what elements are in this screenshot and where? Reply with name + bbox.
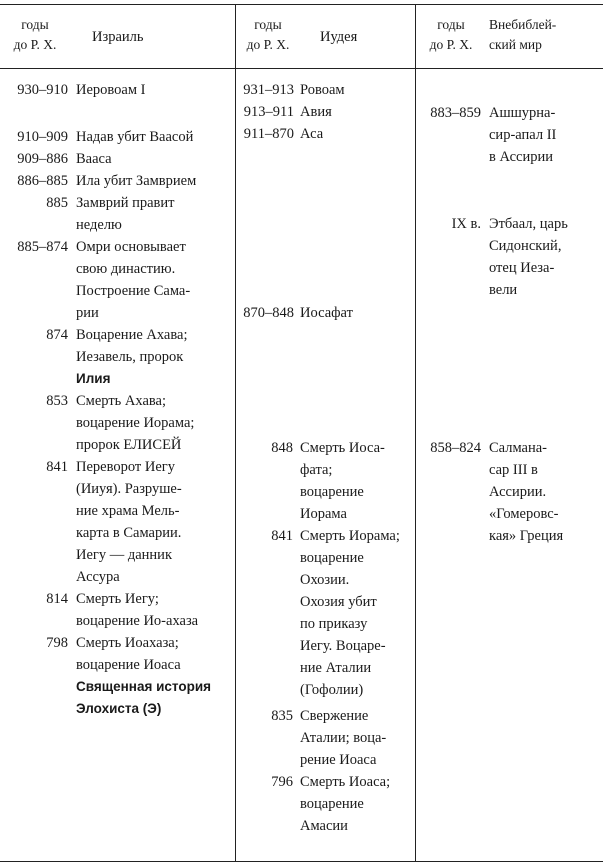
israel-event-line: воцарение Ио-ахаза [76, 613, 199, 629]
world-year: 858–824 [430, 440, 481, 456]
header-years-label-world-line2: до Р. Х. [429, 37, 473, 52]
israel-year: 874 [46, 327, 68, 343]
israel-event-line: воцарение Иоаса [76, 657, 181, 673]
israel-year: 910–909 [17, 129, 68, 145]
judah-event-line: Ровоам [300, 82, 345, 98]
judah-later-event-line: Охозии. [300, 572, 350, 588]
israel-event-line: ние храма Мель- [76, 503, 180, 519]
header-years-label-judah-line1: годы [254, 17, 282, 32]
israel-event-line: воцарение Иорама; [76, 415, 195, 431]
israel-event-line: (Ииуя). Разруше- [76, 481, 182, 497]
judah-later-event-line: Смерть Иоса- [300, 440, 385, 456]
world-event-line: «Гомеровс- [489, 506, 559, 522]
judah-later-event-line: фата; [300, 462, 333, 478]
judah-later-event-line: воцарение [300, 484, 364, 500]
judah-later-event-line: Амасии [300, 818, 348, 834]
judah-later-event-line: воцарение [300, 550, 364, 566]
judah-later-event-line: Иорама [300, 506, 347, 522]
judah-later-event-line: ние Аталии [300, 660, 372, 676]
israel-event-line: карта в Самарии. [76, 525, 182, 541]
header-bottom-rule [0, 68, 603, 69]
header-years-label-world [420, 15, 482, 55]
israel-event-line: свою династию. [76, 261, 176, 277]
israel-event-line: Омри основывает [76, 239, 186, 255]
world-event-line: вели [489, 282, 518, 298]
israel-event-line: Иезавель, пророк [76, 349, 184, 365]
israel-year: 909–886 [17, 151, 68, 167]
judah-year: 931–913 [243, 82, 294, 98]
judah-later-event-line: Иегу. Воцаре- [300, 638, 386, 654]
judah-later-event-line: Смерть Иорама; [300, 528, 400, 544]
world-event-line: сир-апал II [489, 127, 557, 143]
judah-year: 870–848 [243, 305, 294, 321]
israel-event-line: Ассура [76, 569, 120, 585]
judah-later-year: 835 [271, 708, 293, 724]
world-event-line: Салмана- [489, 440, 548, 456]
world-event-line: Сидонский, [489, 238, 562, 254]
judah-later-event-line: (Гофолии) [300, 682, 364, 698]
table-bottom-rule [0, 861, 603, 862]
world-event-line: сар III в [489, 462, 538, 478]
judah-later-event-line: Аталии; воца- [300, 730, 387, 746]
israel-event-line: Воцарение Ахава; [76, 327, 188, 343]
header-years-label-line2: до Р. Х. [13, 37, 57, 52]
header-years-label-world-line1: годы [437, 17, 465, 32]
header-world-line2: ский мир [489, 37, 542, 52]
judah-later-year: 848 [271, 440, 293, 456]
header-years-label-line1: годы [21, 17, 49, 32]
header-years-label-judah-line2: до Р. Х. [246, 37, 290, 52]
world-year: 883–859 [430, 105, 481, 121]
israel-year: 930–910 [17, 82, 68, 98]
israel-year: 853 [46, 393, 68, 409]
world-event-line: в Ассирии [489, 149, 553, 165]
israel-event-line: Иеровоам I [76, 82, 146, 98]
header-world-line1: Внебиблей- [489, 17, 557, 32]
israel-event-line: Вааса [76, 151, 112, 167]
world-event-line: Ашшурна- [489, 105, 556, 121]
world-event-line: кая» Греция [489, 528, 564, 544]
header-world [489, 15, 556, 55]
judah-year: 911–870 [243, 126, 294, 142]
israel-event-line: рии [76, 305, 99, 321]
header-judah: Иудея [320, 29, 358, 45]
israel-event-line: Смерть Иоахаза; [76, 635, 179, 651]
israel-year: 798 [46, 635, 68, 651]
column-divider-judah-world [415, 4, 416, 861]
israel-event-line: Переворот Иегу [76, 459, 175, 475]
judah-later-event-line: рение Иоаса [300, 752, 377, 768]
israel-event-line: Священная история [76, 679, 211, 694]
judah-later-year: 796 [271, 774, 293, 790]
israel-year: 886–885 [17, 173, 68, 189]
header-years-label-judah [237, 15, 299, 55]
israel-year: 885 [46, 195, 68, 211]
israel-event-line: неделю [76, 217, 122, 233]
israel-event-line: Надав убит Ваасой [76, 129, 194, 145]
israel-event-line: Иегу — данник [76, 547, 172, 563]
israel-event-line: Илия [76, 371, 111, 386]
israel-year: 814 [46, 591, 68, 607]
judah-later-event-line: Свержение [300, 708, 369, 724]
world-year: IX в. [451, 216, 481, 232]
israel-year: 841 [46, 459, 68, 475]
world-event-line: отец Иеза- [489, 260, 555, 276]
judah-event-line: Аса [300, 126, 324, 142]
table-top-rule [0, 4, 603, 5]
judah-later-event-line: воцарение [300, 796, 364, 812]
israel-year: 885–874 [17, 239, 68, 255]
israel-event-line: Замврий правит [76, 195, 175, 211]
header-years-label [4, 15, 66, 55]
israel-event-line: Смерть Ахава; [76, 393, 167, 409]
world-event-line: Этбаал, царь [489, 216, 568, 232]
judah-year: 913–911 [243, 104, 294, 120]
judah-later-year: 841 [271, 528, 293, 544]
israel-event-line: Смерть Иегу; [76, 591, 159, 607]
israel-event-line: Элохиста (Э) [76, 701, 162, 716]
judah-event-line: Иосафат [300, 305, 353, 321]
israel-event-line: Построение Сама- [76, 283, 191, 299]
judah-later-event-line: по приказу [300, 616, 368, 632]
header-israel: Израиль [92, 29, 144, 45]
judah-event-line: Авия [300, 104, 332, 120]
judah-later-event-line: Смерть Иоаса; [300, 774, 391, 790]
judah-later-event-line: Охозия убит [300, 594, 377, 610]
israel-event-line: Ила убит Замврием [76, 173, 197, 189]
israel-event-line: пророк ЕЛИСЕЙ [76, 437, 182, 453]
world-event-line: Ассирии. [489, 484, 547, 500]
